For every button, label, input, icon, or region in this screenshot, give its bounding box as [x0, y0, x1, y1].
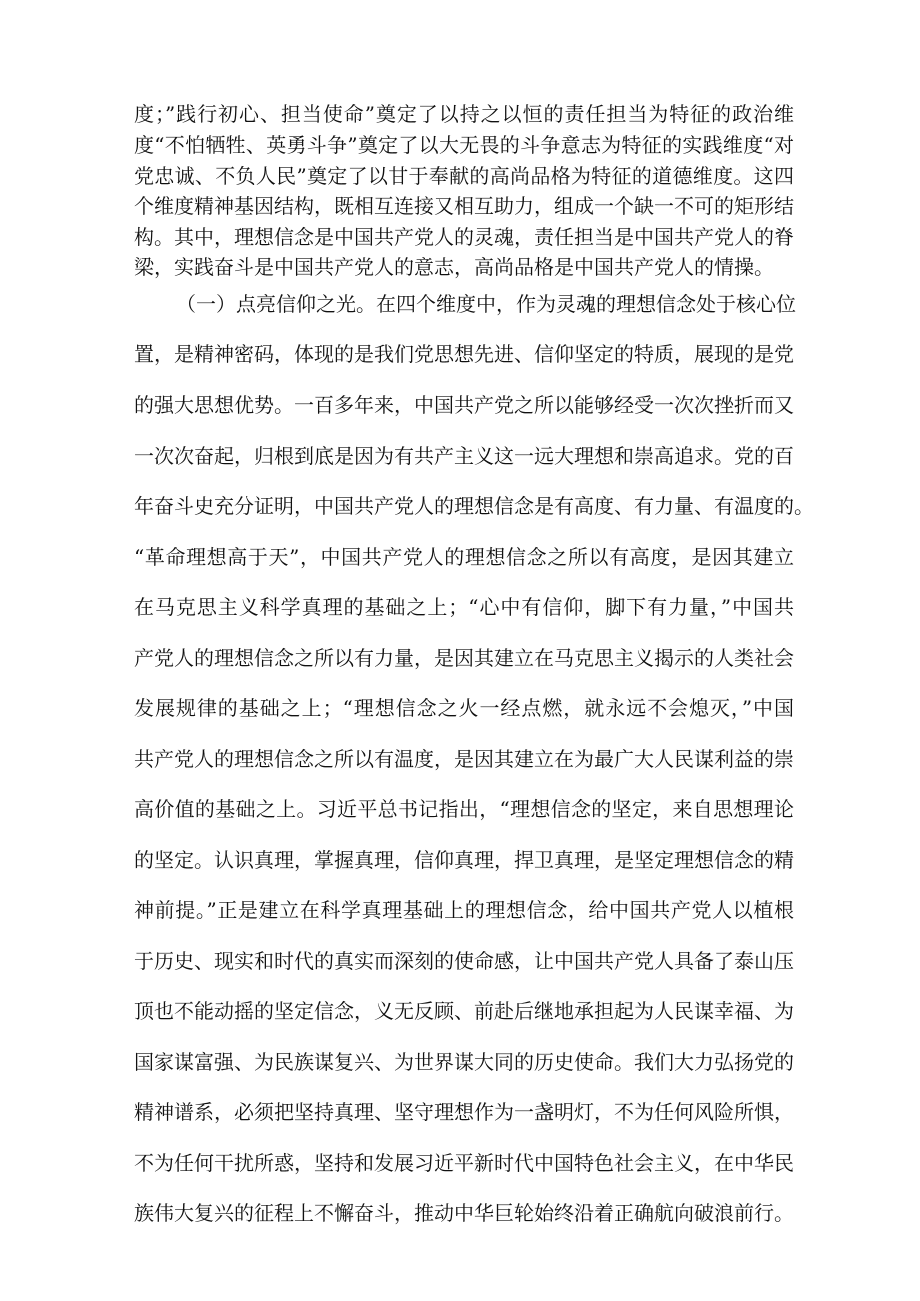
- paragraph-line: 不为任何干扰所惑，坚持和发展习近平新时代中国特色社会主义，在中华民: [134, 1151, 794, 1175]
- paragraph-line: 构。其中，理想信念是中国共产党人的灵魂，责任担当是中国共产党人的脊: [134, 225, 794, 249]
- paragraph-line: 置，是精神密码，体现的是我们党思想先进、信仰坚定的特质，展现的是党: [134, 342, 794, 366]
- paragraph-line: 党忠诚、不负人民”奠定了以甘于奉献的高尚品格为特征的道德维度。这四: [134, 164, 794, 188]
- paragraph-line: 一次次奋起，归根到底是因为有共产主义这一远大理想和崇高追求。党的百: [134, 444, 794, 468]
- paragraph-line: 神前提。”正是建立在科学真理基础上的理想信念，给中国共产党人以植根: [134, 898, 794, 922]
- paragraph-line: 顶也不能动摇的坚定信念，义无反顾、前赴后继地承担起为人民谋幸福、为: [134, 999, 794, 1023]
- paragraph-line: 于历史、现实和时代的真实而深刻的使命感，让中国共产党人具备了泰山压: [134, 949, 794, 973]
- paragraph-line: 个维度精神基因结构，既相互连接又相互助力，组成一个缺一不可的矩形结: [134, 194, 794, 218]
- paragraph-line: 的坚定。认识真理，掌握真理，信仰真理，捍卫真理，是坚定理想信念的精: [134, 848, 794, 872]
- paragraph-line: 的强大思想优势。一百多年来，中国共产党之所以能够经受一次次挫折而又: [134, 393, 794, 417]
- paragraph-line: 国家谋富强、为民族谋复兴、为世界谋大同的历史使命。我们大力弘扬党的: [134, 1050, 794, 1074]
- section-heading-line: （一）点亮信仰之光。在四个维度中，作为灵魂的理想信念处于核心位: [176, 292, 796, 316]
- paragraph-line: 族伟大复兴的征程上不懈奋斗，推动中华巨轮始终沿着正确航向破浪前行。: [134, 1201, 794, 1225]
- paragraph-line: 度；”践行初心、担当使命”奠定了以持之以恒的责任担当为特征的政治维: [134, 102, 794, 126]
- paragraph-line: 发展规律的基础之上；“理想信念之火一经点燃，就永远不会熄灭，”中国: [134, 696, 794, 720]
- paragraph-line: 共产党人的理想信念之所以有温度，是因其建立在为最广大人民谋利益的崇: [134, 747, 794, 771]
- paragraph-line: 度“不怕牺牲、英勇斗争”奠定了以大无畏的斗争意志为特征的实践维度“对: [134, 133, 794, 157]
- paragraph-line: 精神谱系，必须把坚持真理、坚守理想作为一盏明灯，不为任何风险所惧，: [134, 1100, 794, 1124]
- paragraph-line: 年奋斗史充分证明，中国共产党人的理想信念是有高度、有力量、有温度的。: [134, 494, 814, 518]
- paragraph-line: 产党人的理想信念之所以有力量，是因其建立在马克思主义揭示的人类社会: [134, 646, 794, 670]
- paragraph-line: 梁，实践奋斗是中国共产党人的意志，高尚品格是中国共产党人的情操。: [134, 255, 774, 279]
- paragraph-line: 高价值的基础之上。习近平总书记指出，“理想信念的坚定，来自思想理论: [134, 797, 794, 821]
- paragraph-line: 在马克思主义科学真理的基础之上；“心中有信仰，脚下有力量，”中国共: [134, 595, 794, 619]
- paragraph-line: “革命理想高于天”，中国共产党人的理想信念之所以有高度，是因其建立: [134, 545, 794, 569]
